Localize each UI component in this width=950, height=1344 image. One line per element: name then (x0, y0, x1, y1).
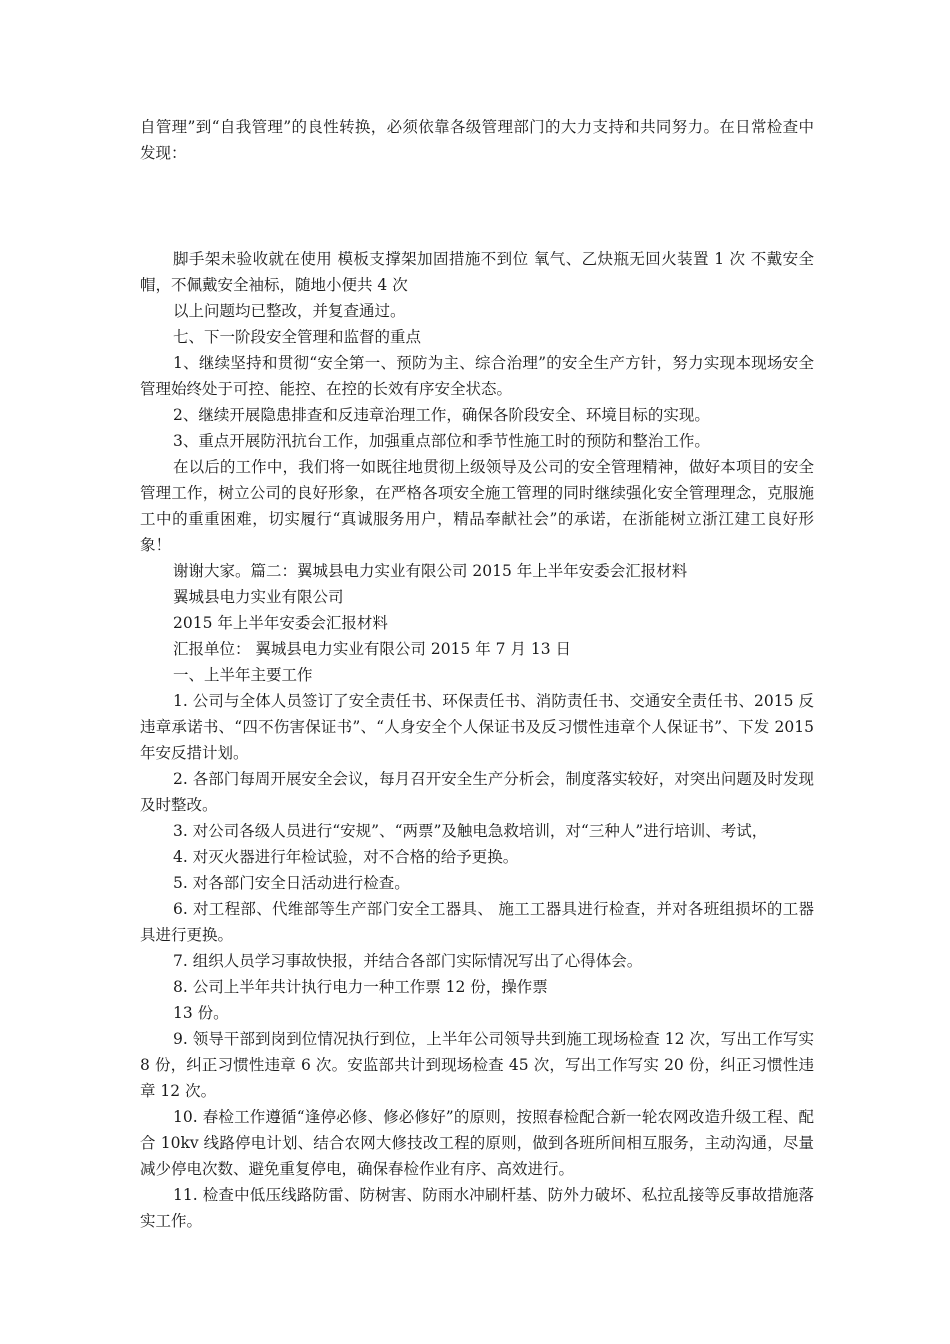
paragraph: 7. 组织人员学习事故快报，并结合各部门实际情况写出了心得体会。 (173, 952, 643, 970)
paragraph: 七、下一阶段安全管理和监督的重点 (173, 328, 422, 346)
paragraph: 4. 对灭火器进行年检试验，对不合格的给予更换。 (173, 848, 519, 866)
paragraph: 5. 对各部门安全日活动进行检查。 (173, 874, 410, 892)
paragraph: 2015 年上半年安委会汇报材料 (173, 614, 388, 632)
paragraph: 1、继续坚持和贯彻“安全第一、预防为主、综合治理”的安全生产方针，努力实现本现场安全管理始终处于可控、能控、在控的长效有序安全状态。 (140, 354, 814, 398)
paragraph: 2、继续开展隐患排查和反违章治理工作，确保各阶段安全、环境目标的实现。 (173, 406, 710, 424)
paragraph: 1. 公司与全体人员签订了安全责任书、环保责任书、消防责任书、交通安全责任书、2015 反违章承诺书、“四不伤害保证书”、“人身安全个人保证书及反习惯性违章个人保证书”、下发 2015 年安反措计划。 (140, 692, 814, 762)
paragraph: 10. 春检工作遵循“逢停必修、修必修好”的原则，按照春检配合新一轮农网改造升级工程、配合 10kv 线路停电计划、结合农网大修技改工程的原则，做到各班所间相互服务，主动沟通，尽量减少停电次数、避免重复停电，确保春检作业有序、高效进行。 (140, 1108, 814, 1178)
paragraph: 6. 对工程部、代维部等生产部门安全工器具、 施工工器具进行检查，并对各班组损坏的工器具进行更换。 (140, 900, 814, 944)
paragraph: 翼城县电力实业有限公司 (173, 588, 344, 606)
blank-gap (140, 166, 814, 246)
paragraph: 2. 各部门每周开展安全会议，每月召开安全生产分析会，制度落实较好，对突出问题及时发现及时整改。 (140, 770, 814, 814)
paragraph: 汇报单位： 翼城县电力实业有限公司 2015 年 7 月 13 日 (173, 640, 572, 658)
paragraph: 3、重点开展防汛抗台工作，加强重点部位和季节性施工时的预防和整治工作。 (173, 432, 710, 450)
paragraph: 3. 对公司各级人员进行“安规”、“两票”及触电急救培训，对“三种人”进行培训、考试， (173, 822, 768, 840)
paragraph: 脚手架未验收就在使用 模板支撑架加固措施不到位 氧气、乙炔瓶无回火装置 1 次 不戴安全帽，不佩戴安全袖标，随地小便共 4 次 (140, 250, 814, 294)
paragraph: 在以后的工作中，我们将一如既往地贯彻上级领导及公司的安全管理精神，做好本项目的安全管理工作，树立公司的良好形象，在严格各项安全施工管理的同时继续强化安全管理理念，克服施工中的重重困难，切实履行“真诚服务用户，精品奉献社会”的承诺，在浙能树立浙江建工良好形象！ (140, 458, 814, 554)
paragraph: 9. 领导干部到岗到位情况执行到位，上半年公司领导共到施工现场检查 12 次，写出工作写实 8 份，纠正习惯性违章 6 次。安监部共计到现场检查 45 次，写出工作写实 20 份，纠正习惯性违章 12 次。 (140, 1030, 814, 1100)
paragraph: 8. 公司上半年共计执行电力一种工作票 12 份，操作票 (173, 978, 548, 996)
paragraph: 一、上半年主要工作 (173, 666, 313, 684)
paragraph: 11. 检查中低压线路防雷、防树害、防雨水冲刷杆基、防外力破坏、私拉乱接等反事故措施落实工作。 (140, 1186, 814, 1230)
paragraph: 自管理”到“自我管理”的良性转换，必须依靠各级管理部门的大力支持和共同努力。在日常检查中发现： (140, 118, 814, 162)
paragraph: 13 份。 (173, 1004, 229, 1022)
paragraph: 以上问题均已整改，并复查通过。 (173, 302, 406, 320)
paragraph: 谢谢大家。篇二：翼城县电力实业有限公司 2015 年上半年安委会汇报材料 (173, 562, 688, 580)
